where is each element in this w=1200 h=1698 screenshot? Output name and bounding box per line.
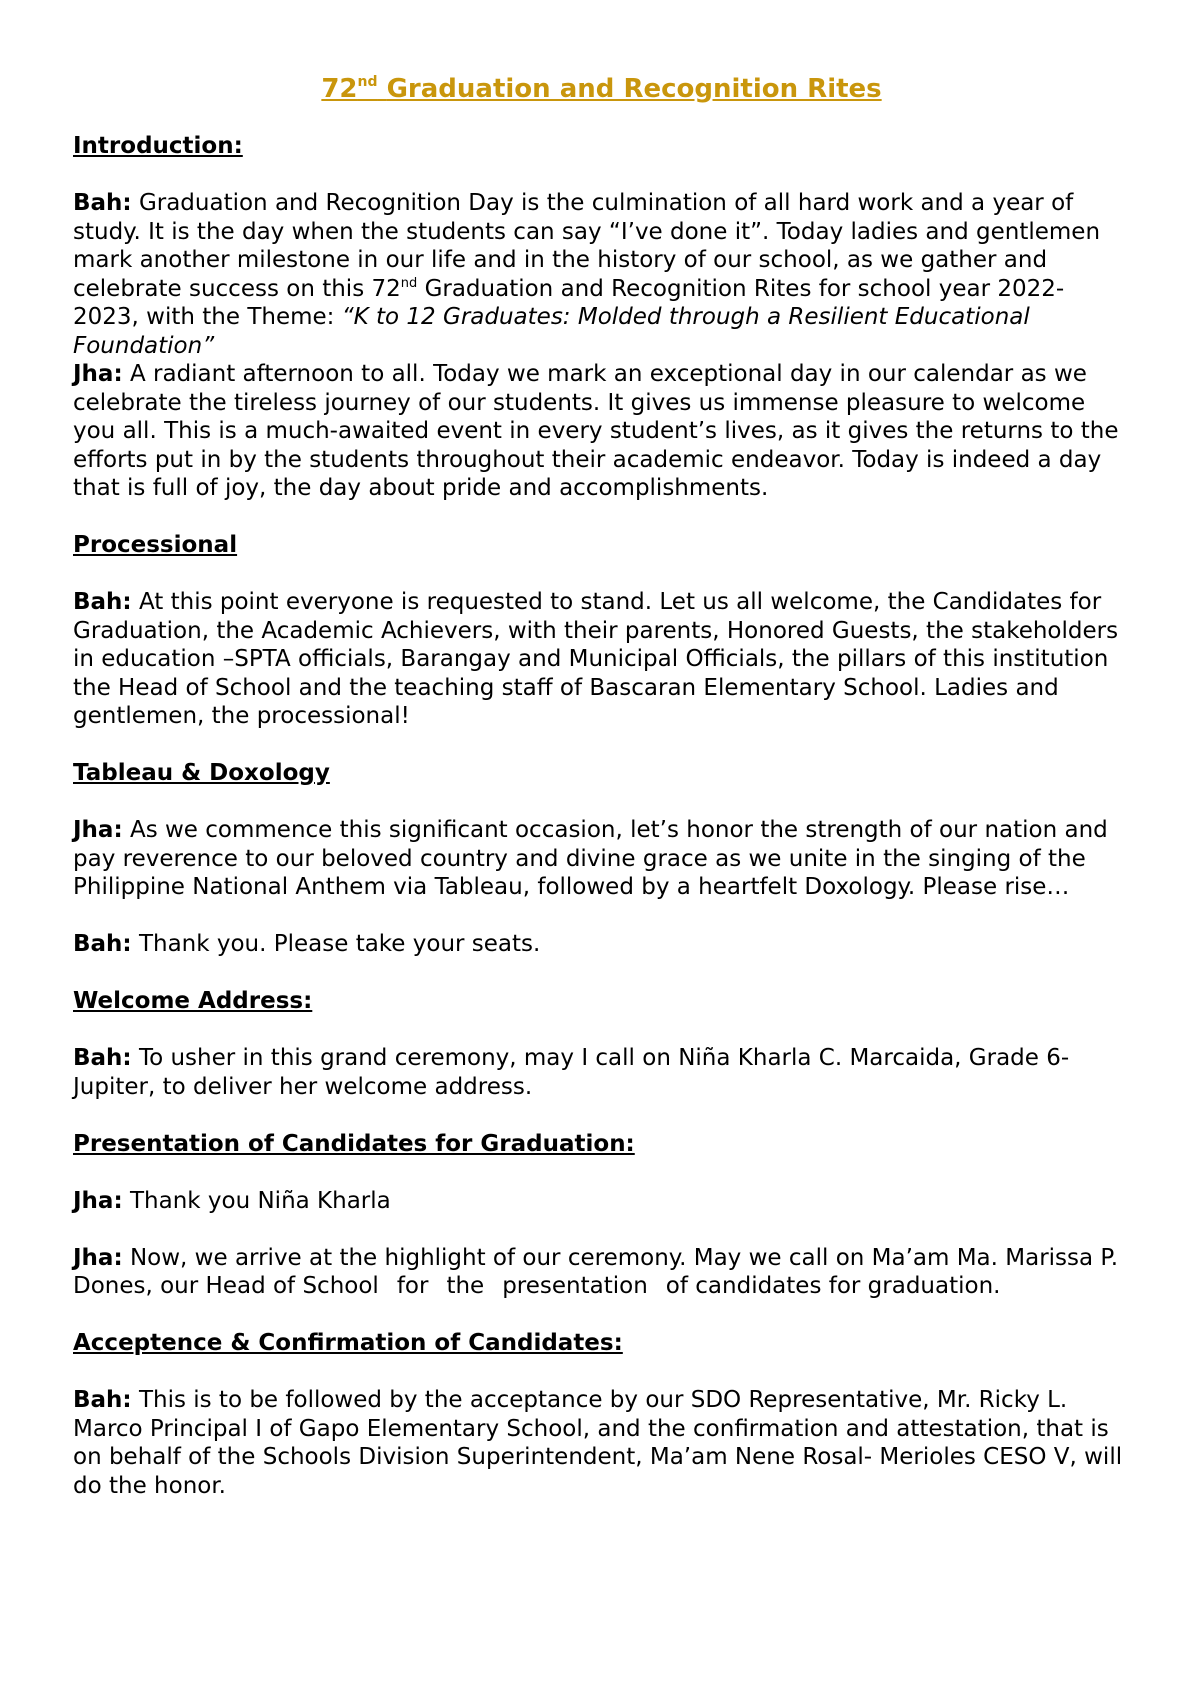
speaker-label-bah: Bah: <box>73 931 132 957</box>
paragraph-text: Graduation and Recognition Rites for school year 2022-2023, with the Theme: <box>73 275 1065 330</box>
speaker-label-bah: Bah: <box>73 589 132 615</box>
paragraph-text: To usher in this grand ceremony, may I call on Niña Kharla C. Marcaida, Grade 6-Jupiter, to deliver her welcome address. <box>73 1045 1070 1100</box>
speaker-label-bah: Bah: <box>73 1045 132 1071</box>
section-heading-processional: Processional <box>73 532 238 558</box>
acceptance-bah-paragraph <box>73 1386 1130 1500</box>
document-title <box>73 71 1130 107</box>
section-heading-tableau-doxology: Tableau & Doxology <box>73 760 330 786</box>
introduction-bah-paragraph <box>73 189 1130 360</box>
title-text: Graduation and Recognition Rites <box>386 74 882 104</box>
ordinal-suffix: nd <box>400 275 418 291</box>
paragraph-text: Graduation and Recognition Day is the culmination of all hard work and a year of study. It is the day when the students can say “I’ve done it”. Today ladies and gentlemen mark another milestone in our life and in the history of our school, as we gather and celebrate success on this 72 <box>73 190 1101 302</box>
section-heading-presentation: Presentation of Candidates for Graduation: <box>73 1130 635 1157</box>
paragraph-text: As we commence this significant occasion, let’s honor the strength of our nation and pay reverence to our beloved country and divine grace as we unite in the singing of the Philippine National Anthem via Tableau, followed by a heartfelt Doxology. Please rise… <box>73 817 1108 900</box>
paragraph-text: of candidates for graduation. <box>665 1273 1001 1299</box>
paragraph-word: presentation <box>502 1273 648 1299</box>
introduction-jha-paragraph <box>73 360 1130 503</box>
title-number: 72 <box>321 74 358 104</box>
paragraph-text: Now, we arrive at the highlight of our ceremony. May we call on Ma’am Ma. Marissa P. Dones, our Head of School <box>73 1244 1119 1299</box>
paragraph-text: A radiant afternoon to all. Today we mark an exceptional day in our calendar as we celebrate the tireless journey of our students. It gives us immense pleasure to welcome you all. This is a much-awaited event in every student’s lives, as it gives the returns to the efforts put in by the students throughout their academic endeavor. Today is indeed a day that is full of joy, the day about pride and accomplishments. <box>73 361 1119 501</box>
processional-bah-paragraph <box>73 588 1130 731</box>
speaker-label-jha: Jha: <box>73 361 123 387</box>
section-heading-welcome-address: Welcome Address: <box>73 988 313 1014</box>
speaker-label-bah: Bah: <box>73 1387 132 1413</box>
paragraph-text: At this point everyone is requested to stand. Let us all welcome, the Candidates for Graduation, the Academic Achievers, with their parents, Honored Guests, the stakeholders in education –SPTA officials, Barangay and Municipal Officials, the pillars of this institution the Head of School and the teaching staff of Bascaran Elementary School. Ladies and gentlemen, the processional! <box>73 589 1119 729</box>
event-theme: “K to 12 Graduates: Molded through a Resilient Educational Foundation” <box>73 304 1030 359</box>
title-ordinal-suffix: nd <box>357 74 378 90</box>
section-heading-acceptance: Acceptence & Confirmation of Candidates: <box>73 1330 623 1356</box>
speaker-label-jha: Jha: <box>73 1244 123 1271</box>
tableau-jha-paragraph <box>73 816 1130 902</box>
paragraph-word: the <box>446 1273 485 1299</box>
speaker-label-jha: Jha: <box>73 817 123 843</box>
paragraph-word: for <box>396 1273 429 1299</box>
paragraph-text: Thank you Niña Kharla <box>129 1187 391 1214</box>
presentation-jha-paragraph-1 <box>73 1187 1130 1216</box>
section-heading-introduction: Introduction: <box>73 133 243 159</box>
tableau-bah-paragraph <box>73 930 1130 959</box>
paragraph-text: Thank you. Please take your seats. <box>138 931 541 957</box>
speaker-label-bah: Bah: <box>73 190 132 216</box>
paragraph-text: This is to be followed by the acceptance by our SDO Representative, Mr. Ricky L. Marco Principal I of Gapo Elementary School, and the confirmation and attestation, that is on behalf of the Schools Division Superintendent, Ma’am Nene Rosal- Merioles CESO V, will do the honor. <box>73 1387 1123 1499</box>
welcome-bah-paragraph <box>73 1044 1130 1101</box>
speaker-label-jha: Jha: <box>73 1187 123 1214</box>
presentation-jha-paragraph-2 <box>73 1244 1130 1301</box>
